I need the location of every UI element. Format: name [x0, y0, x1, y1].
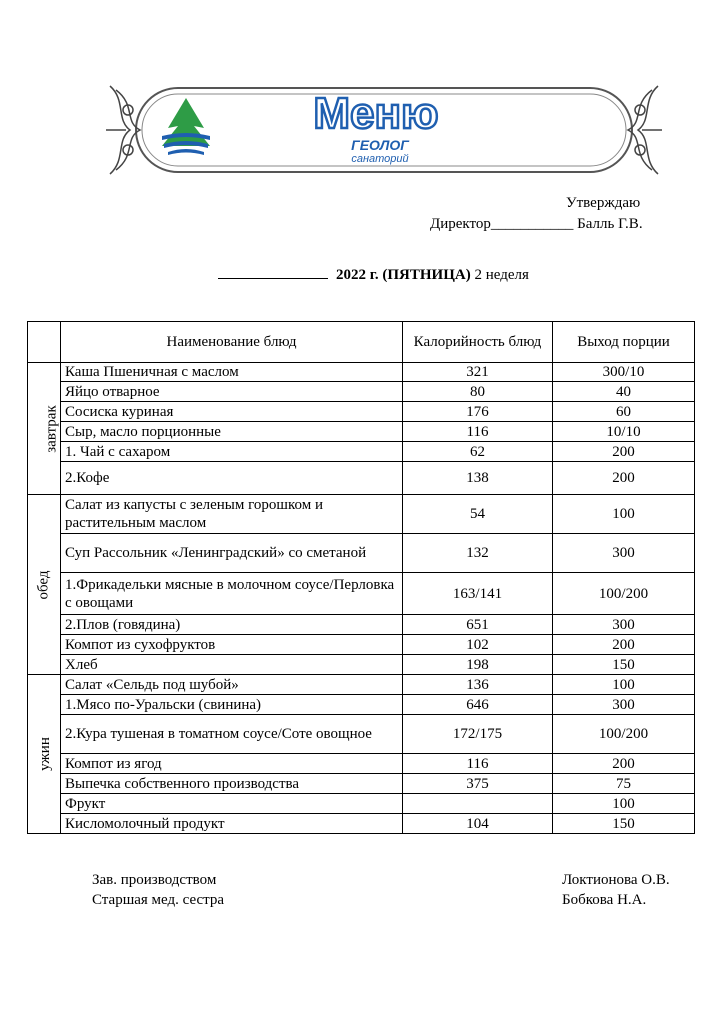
cell-dish: Яйцо отварное [61, 382, 403, 402]
cell-portion: 40 [553, 382, 695, 402]
header-meal [28, 322, 61, 363]
cell-dish: 2.Кура тушеная в томатном соусе/Соте овощное [61, 715, 403, 754]
cell-portion: 100 [553, 675, 695, 695]
table-row [28, 422, 695, 442]
cell-dish: Фрукт [61, 794, 403, 814]
cell-dish: 1. Чай с сахаром [61, 442, 403, 462]
menu-table [27, 321, 695, 834]
cell-calories: 104 [403, 814, 553, 834]
cell-portion: 200 [553, 635, 695, 655]
cell-dish: 2.Плов (говядина) [61, 615, 403, 635]
cell-calories: 172/175 [403, 715, 553, 754]
table-row [28, 615, 695, 635]
cell-portion: 100 [553, 495, 695, 534]
table-row [28, 363, 695, 382]
ornament-left-icon [106, 86, 140, 174]
table-row [28, 402, 695, 422]
table-row [28, 573, 695, 615]
ornament-right-icon [628, 86, 662, 174]
cell-dish: Сыр, масло порционные [61, 422, 403, 442]
cell-dish: 1.Мясо по-Уральски (свинина) [61, 695, 403, 715]
cell-calories: 198 [403, 655, 553, 675]
cell-portion: 150 [553, 814, 695, 834]
meal-label: завтрак [43, 404, 60, 453]
cell-dish: Компот из сухофруктов [61, 635, 403, 655]
table-header-row [28, 322, 695, 363]
cell-calories: 136 [403, 675, 553, 695]
logo-brand: ГЕОЛОГ [351, 137, 409, 153]
table-row [28, 635, 695, 655]
date-line [218, 263, 529, 284]
cell-portion: 60 [553, 402, 695, 422]
cell-dish: Салат из капусты с зеленым горошком и растительным маслом [61, 495, 403, 534]
menu-banner [106, 80, 662, 180]
cell-dish: Сосиска куриная [61, 402, 403, 422]
cell-dish: Суп Рассольник «Ленинградский» со сметаной [61, 534, 403, 573]
cell-calories: 54 [403, 495, 553, 534]
meal-label: обед [36, 569, 52, 600]
cell-calories: 646 [403, 695, 553, 715]
cell-portion: 200 [553, 754, 695, 774]
meal-cell [28, 495, 61, 675]
logo-tree-icon [162, 98, 210, 155]
table-row [28, 695, 695, 715]
cell-portion: 300 [553, 695, 695, 715]
cell-dish: Каша Пшеничная с маслом [61, 363, 403, 382]
cell-calories: 321 [403, 363, 553, 382]
cell-dish: Выпечка собственного производства [61, 774, 403, 794]
cell-portion: 100 [553, 794, 695, 814]
header-calories: Калорийность блюд [403, 322, 553, 363]
footer-production-name: Локтионова О.В. [562, 872, 670, 888]
date-week: 2 неделя [474, 267, 529, 283]
cell-calories: 375 [403, 774, 553, 794]
header-dish: Наименование блюд [61, 322, 403, 363]
cell-dish: Хлеб [61, 655, 403, 675]
cell-calories: 80 [403, 382, 553, 402]
cell-dish: Салат «Сельдь под шубой» [61, 675, 403, 695]
footer-production-role: Зав. производством [92, 872, 217, 888]
logo-title: Меню [313, 89, 439, 138]
cell-portion: 300 [553, 534, 695, 573]
table-row [28, 675, 695, 695]
date-blank [218, 263, 328, 279]
cell-calories: 62 [403, 442, 553, 462]
table-row [28, 774, 695, 794]
cell-portion: 200 [553, 462, 695, 495]
cell-calories: 163/141 [403, 573, 553, 615]
table-row [28, 442, 695, 462]
table-row [28, 495, 695, 534]
cell-portion: 75 [553, 774, 695, 794]
cell-calories: 651 [403, 615, 553, 635]
table-row [28, 462, 695, 495]
meal-label: ужин [36, 737, 53, 771]
cell-portion: 100/200 [553, 573, 695, 615]
footer-nurse-name: Бобкова Н.А. [562, 892, 647, 908]
cell-calories: 138 [403, 462, 553, 495]
table-row [28, 754, 695, 774]
cell-portion: 100/200 [553, 715, 695, 754]
cell-portion: 10/10 [553, 422, 695, 442]
logo-subtitle: санаторий [351, 153, 409, 165]
table-row [28, 814, 695, 834]
cell-dish: 2.Кофе [61, 462, 403, 495]
approval-title: Утверждаю [566, 195, 641, 211]
table-row [28, 534, 695, 573]
table-row [28, 794, 695, 814]
meal-cell [28, 675, 61, 834]
header-portion: Выход порции [553, 322, 695, 363]
footer-nurse-role: Старшая мед. сестра [92, 892, 225, 908]
cell-calories: 102 [403, 635, 553, 655]
table-row [28, 715, 695, 754]
cell-portion: 150 [553, 655, 695, 675]
date-year-weekday: 2022 г. (ПЯТНИЦА) [336, 267, 471, 283]
cell-portion: 300/10 [553, 363, 695, 382]
meal-cell [28, 363, 61, 495]
menu-table-body [28, 363, 695, 834]
cell-calories: 116 [403, 422, 553, 442]
cell-calories: 116 [403, 754, 553, 774]
cell-dish: Кисломолочный продукт [61, 814, 403, 834]
cell-calories [403, 794, 553, 814]
cell-portion: 300 [553, 615, 695, 635]
table-row [28, 655, 695, 675]
cell-portion: 200 [553, 442, 695, 462]
cell-calories: 132 [403, 534, 553, 573]
cell-dish: 1.Фрикадельки мясные в молочном соусе/Перловка с овощами [61, 573, 403, 615]
table-row [28, 382, 695, 402]
approval-signature-line: Директор___________ Балль Г.В. [430, 216, 643, 232]
cell-dish: Компот из ягод [61, 754, 403, 774]
cell-calories: 176 [403, 402, 553, 422]
